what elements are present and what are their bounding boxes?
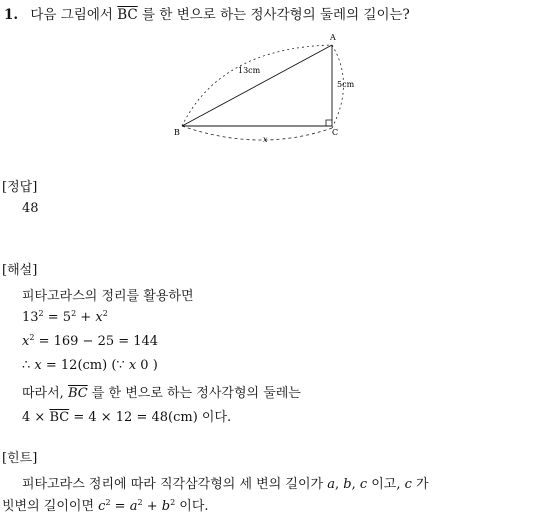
eq-rest: = 169 − 25 = 144 — [34, 334, 159, 349]
var-a: a — [327, 477, 335, 492]
vertex-c-label: C — [332, 128, 339, 137]
comma: , — [351, 477, 360, 492]
exp: 2 — [170, 498, 176, 507]
eq-x: x — [128, 358, 137, 373]
hint-label: [힌트] — [2, 451, 38, 466]
exp: 2 — [105, 498, 111, 507]
explanation-line-1: 피타고라스의 정리를 활용하면 — [22, 289, 194, 304]
side-ac-label: 5cm — [337, 80, 355, 89]
var-c: c — [359, 477, 368, 492]
arc-bc — [182, 126, 332, 140]
vertex-a-label: A — [330, 33, 336, 42]
eq-plus: + — [76, 310, 96, 325]
question-segment: $\overline{BC}$ — [117, 7, 138, 23]
explanation-line-2 — [22, 310, 108, 325]
question-text-before: 다음 그림에서 — [30, 7, 113, 23]
text: 빗변의 길이이면 — [2, 499, 99, 514]
side-bc-label: x — [263, 135, 268, 144]
eq-equals: = — [110, 499, 130, 514]
explanation-line-4 — [22, 358, 158, 373]
text: 가 — [411, 477, 429, 492]
answer-value: 48 — [22, 201, 39, 216]
triangle-figure — [170, 28, 370, 146]
text: = 4 × 12 = 48(cm) 이다. — [69, 410, 232, 425]
exp: 2 — [102, 309, 108, 318]
side-ab — [182, 45, 332, 126]
segment-bc: $\overline{BC}$ — [49, 410, 70, 425]
eq-rest: = 12(cm) (∵ — [41, 358, 129, 373]
text: 이다. — [175, 499, 209, 514]
side-ab-label: 13cm — [238, 66, 261, 75]
question-number: 1. — [4, 7, 19, 23]
explanation-line-6 — [22, 406, 231, 425]
explanation-line-3 — [22, 334, 158, 349]
text: 피타고라스 정리에 따라 직각삼각형의 세 변의 길이가 — [22, 477, 328, 492]
eq-5: = 5 — [43, 310, 72, 325]
eq-end: 0 ) — [136, 358, 158, 373]
therefore: ∴ — [22, 358, 35, 373]
eq-x: x — [34, 358, 42, 373]
text: 따라서, — [22, 386, 68, 401]
question — [4, 3, 410, 23]
question-text-after: 를 한 변으로 하는 정사각형의 둘레의 길이는? — [142, 7, 410, 23]
right-angle-mark — [326, 120, 332, 126]
text: 이고, — [367, 477, 405, 492]
exp: 2 — [38, 309, 44, 318]
var-c: c — [98, 499, 106, 514]
answer-label: [정답] — [2, 180, 38, 195]
comma: , — [334, 477, 344, 492]
var-c: c — [404, 477, 412, 492]
vertex-b-label: B — [174, 128, 180, 137]
var-a: a — [129, 499, 138, 514]
exp: 2 — [137, 498, 143, 507]
eq-13: 13 — [22, 310, 39, 325]
eq-x: x — [95, 310, 103, 325]
text: 를 한 변으로 하는 정사각형의 둘레는 — [87, 386, 301, 401]
text: 4 × — [22, 410, 50, 425]
explanation-line-5 — [22, 382, 301, 401]
eq-x: x — [22, 334, 30, 349]
segment-bc: $\overline{BC}$ — [67, 386, 88, 401]
exp: 2 — [71, 309, 77, 318]
var-b: b — [161, 499, 171, 514]
hint-line-2 — [2, 495, 209, 514]
var-b: b — [343, 477, 352, 492]
eq-plus: + — [142, 499, 162, 514]
exp: 2 — [29, 333, 35, 342]
explanation-label: [해설] — [2, 263, 38, 278]
hint-line-1 — [22, 473, 429, 492]
